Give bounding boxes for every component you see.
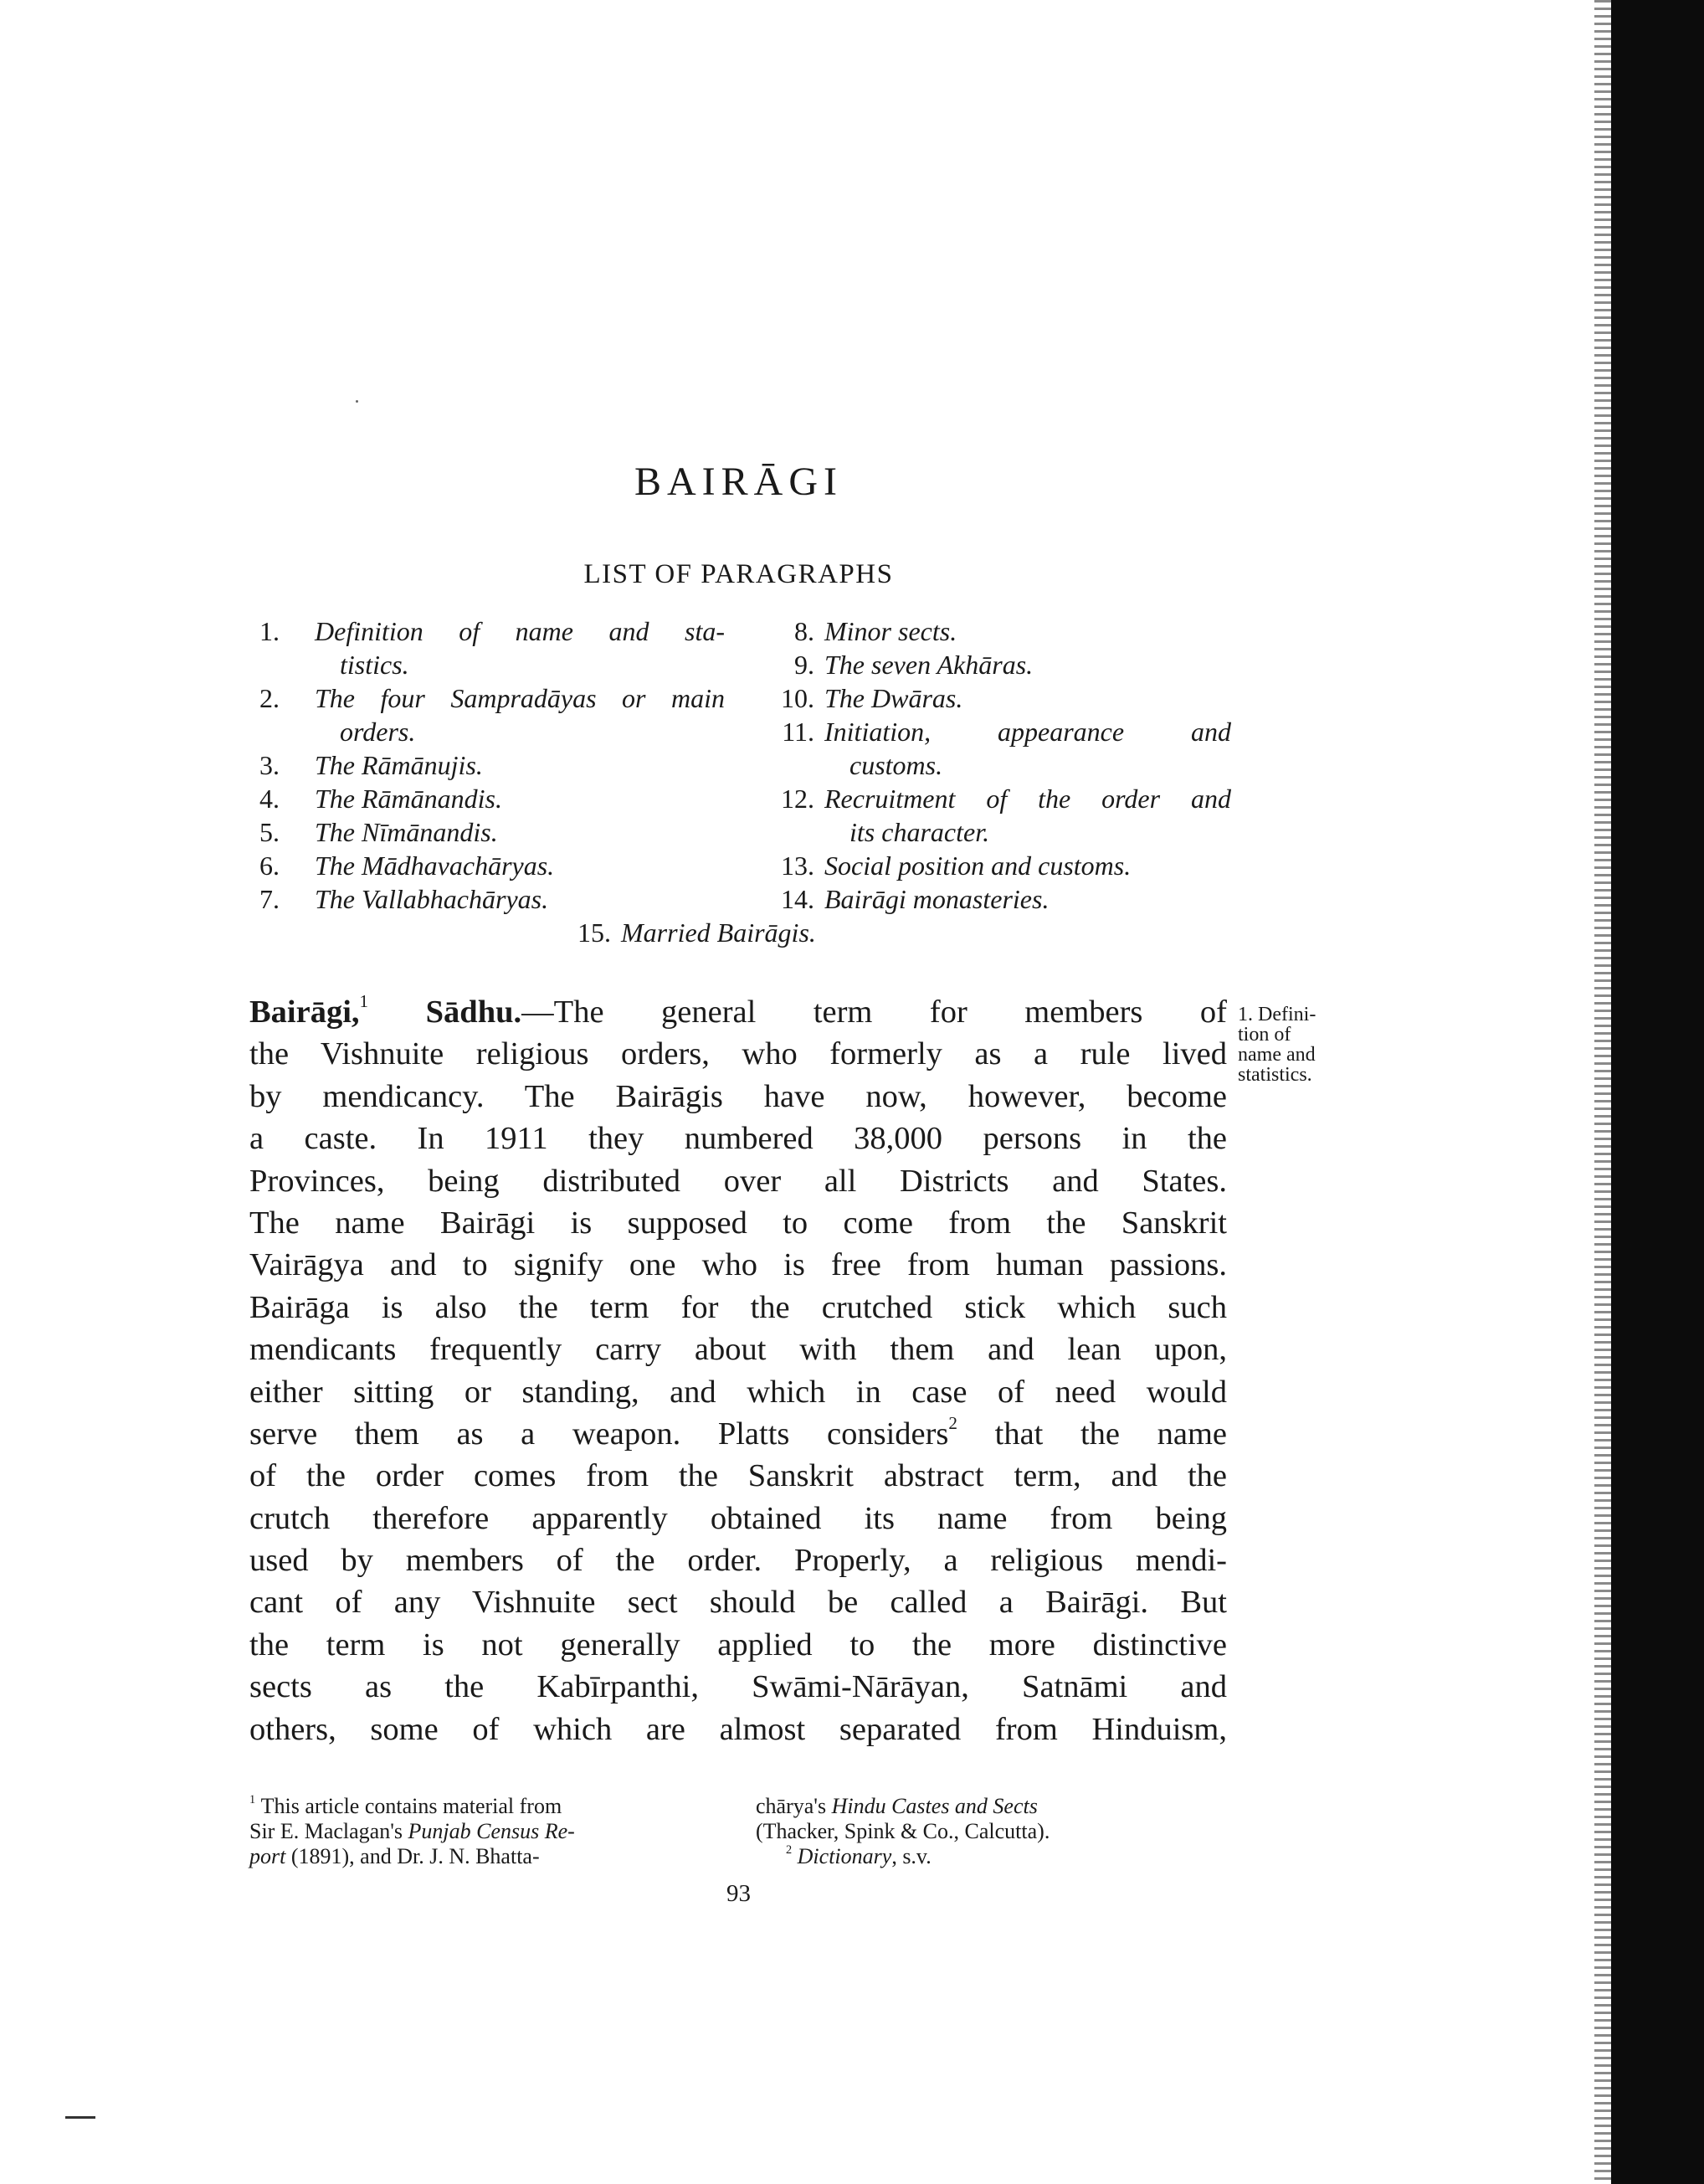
toc-final-entry [577,916,816,949]
body-line: crutch therefore apparently obtained its name from being [249,1500,1227,1536]
body-line-text: serve them as a weapon. Platts considers [249,1416,949,1452]
footnote-line: (Thacker, Spink & Co., Calcutta). [756,1819,1050,1843]
marginal-note [1238,1005,1363,1085]
list-heading: LIST OF PARAGRAPHS [583,559,894,589]
footnote-mark: 1 [249,1792,256,1806]
toc-number: 8. [794,616,814,646]
scan-edge-fringe [1594,0,1611,2184]
toc-entry-text: The Vallabhachāryas. [315,884,549,914]
footnotes-right [756,1794,1224,1869]
footnote-citation: Hindu Castes and Sects [831,1794,1038,1818]
toc-number: 14. [781,884,814,914]
toc-number: 1. [259,616,280,646]
toc-number: 11. [782,717,814,747]
footnote-citation: Punjab Census Re- [408,1819,575,1843]
toc-entry-text: tistics. [340,650,409,680]
footnote-line [249,1819,718,1844]
toc-right-column [747,614,1233,966]
toc-entry-text: customs. [849,750,943,780]
toc-entry-text: The Rāmānandis. [315,784,502,814]
body-line: mendicants frequently carry about with them and lean upon, [249,1332,1227,1368]
body-line: of the order comes from the Sanskrit abstract term, and the [249,1458,1227,1494]
toc-number: 10. [781,683,814,713]
toc-entry-text: The Mādhavachāryas. [315,850,555,881]
corner-rule [65,2116,95,2119]
toc-entry-text: its character. [849,817,990,847]
footnote-line [756,1794,1224,1819]
marginal-note-line: tion of [1238,1024,1291,1046]
body-line [249,991,1227,1033]
toc-number: 5. [259,817,280,847]
scan-speck [356,400,358,403]
footnote-text: Sir E. Maclagan's [249,1819,408,1843]
body-line: used by members of the order. Properly, a religious mendi- [249,1543,1227,1579]
toc-entry-text: Recruitment of the order and [824,784,1231,814]
toc-number: 4. [259,784,280,814]
headword: Bairāgi, [249,994,360,1030]
footnote-text: , s.v. [891,1844,932,1868]
toc-entry-text: The Dwāras. [824,683,963,713]
toc-number: 15. [577,917,611,948]
scan-edge-shadow [1611,0,1704,2184]
toc-entry-text: The seven Akhāras. [824,650,1034,680]
toc-number: 3. [259,750,280,780]
marginal-note-line: name and [1238,1044,1316,1066]
toc-entry-text: Minor sects. [824,616,957,646]
toc-entry-text: The Rāmānujis. [315,750,483,780]
marginal-note-line: 1. Defini- [1238,1004,1316,1025]
footnote-text: (1891), and Dr. J. N. Bhatta- [285,1844,540,1868]
body-line: either sitting or standing, and which in case of need would [249,1374,1227,1410]
body-line-text: —The general term for members of [521,994,1227,1030]
toc-number: 9. [794,650,814,680]
footnote-citation: Dictionary [797,1844,892,1868]
footnote-line [249,1844,718,1869]
toc-entry-text: Married Bairāgis. [621,917,816,948]
body-line: Bairāga is also the term for the crutched stick which such [249,1289,1227,1325]
toc-number: 7. [259,884,280,914]
body-line: cant of any Vishnuite sect should be called a Bairāgi. But [249,1585,1227,1621]
toc-entry-text: The Nīmānandis. [315,817,498,847]
footnote-line [249,1794,718,1819]
toc-left-column [259,614,728,966]
body-line: Provinces, being distributed over all Districts and States. [249,1163,1227,1199]
body-line: a caste. In 1911 they numbered 38,000 persons in the [249,1121,1227,1157]
footnote-line [756,1844,1224,1869]
article-body [249,991,1227,1750]
toc-number: 6. [259,850,280,881]
toc-number: 13. [781,850,814,881]
page-title: BAIRĀGI [634,460,843,504]
toc-entry-text: Social position and customs. [824,850,1132,881]
toc-entry-text: Definition of name and sta- [315,616,725,646]
body-line-text: that the name [957,1416,1227,1452]
toc-entry-text: Bairāgi monasteries. [824,884,1050,914]
footnotes-left [249,1794,718,1869]
toc-number: 12. [781,784,814,814]
footnote-text: chārya's [756,1794,832,1818]
footnote-ref[interactable]: 2 [948,1412,957,1433]
page-number: 93 [726,1880,751,1907]
body-line: by mendicancy. The Bairāgis have now, however, become [249,1078,1227,1114]
body-line: The name Bairāgi is supposed to come from the Sanskrit [249,1205,1227,1241]
footnote-citation: port [249,1844,286,1868]
headword-synonym: Sādhu. [425,994,522,1030]
body-line: sects as the Kabīrpanthi, Swāmi-Nārāyan, Satnāmi and [249,1669,1227,1705]
body-line: others, some of which are almost separated from Hinduism, [249,1711,1227,1747]
toc-number: 2. [259,683,280,713]
body-line: the term is not generally applied to the more distinctive [249,1626,1227,1662]
footnote-ref[interactable]: 1 [359,991,369,1012]
footnote-mark: 2 [786,1842,793,1857]
marginal-note-line: statistics. [1238,1064,1312,1086]
toc-entry-text: Initiation, appearance and [824,717,1231,747]
body-line [249,1413,1227,1455]
body-line: the Vishnuite religious orders, who formerly as a rule lived [249,1036,1227,1072]
body-line: Vairāgya and to signify one who is free from human passions. [249,1247,1227,1283]
toc-entry-text: The four Sampradāyas or main [315,683,725,713]
toc-entry-text: orders. [340,717,416,747]
footnote-text: This article contains material from [260,1794,562,1818]
